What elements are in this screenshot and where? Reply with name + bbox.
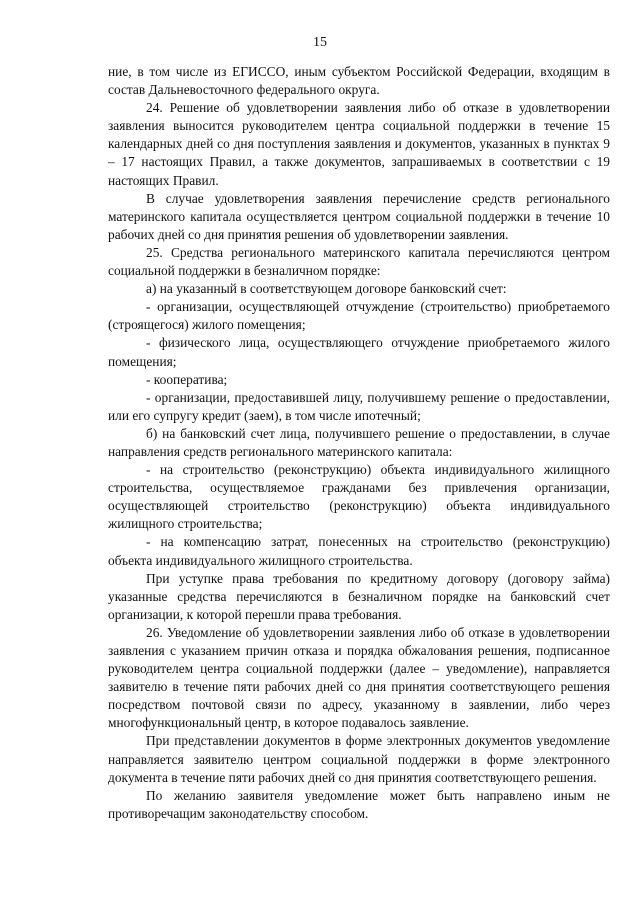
paragraph: При представлении документов в форме электронных документов уведомление направляется заявителю центром социальной поддержки в форме электронного документа в течение пяти рабочих дней со дня принятия соответствующего решения. <box>108 733 610 785</box>
paragraph-item-24: 24. Решение об удовлетворении заявления либо об отказе в удовлетворении заявления выносится руководителем центра социальной поддержки в течение 15 календарных дней со дня поступления заявления и документов, указанных в пунктах 9 – 17 настоящих Правил, а также документов, запрашиваемых в соответствии с 19 настоящих Правил. <box>108 100 610 188</box>
paragraph: По желанию заявителя уведомление может быть направлено иным не противоречащим законодательству способом. <box>108 787 610 821</box>
list-item: - на строительство (реконструкцию) объекта индивидуального жилищного строительства, осуществляемое гражданами без привлечения организации, осуществляющей строительство (реконструкцию) объекта индивидуального жилищного строительства; <box>108 462 610 532</box>
paragraph: В случае удовлетворения заявления перечисление средств регионального материнского капитала осуществляется центром социальной поддержки в течение 10 рабочих дней со дня принятия решения об удовлетворении заявления. <box>108 190 610 242</box>
document-body <box>108 63 610 823</box>
paragraph-continuation: ние, в том числе из ЕГИССО, иным субъектом Российской Федерации, входящим в состав Дальневосточного федерального округа. <box>108 64 610 98</box>
list-item: - на компенсацию затрат, понесенных на строительство (реконструкцию) объекта индивидуального жилищного строительства. <box>108 534 610 568</box>
list-item: - организации, осуществляющей отчуждение (строительство) приобретаемого (строящегося) жилого помещения; <box>108 299 610 333</box>
list-item: - физического лица, осуществляющего отчуждение приобретаемого жилого помещения; <box>108 335 610 369</box>
paragraph-subitem-a: а) на указанный в соответствующем договоре банковский счет: <box>146 281 507 297</box>
paragraph-item-26: 26. Уведомление об удовлетворении заявления либо об отказе в удовлетворении заявления с указанием причин отказа и порядка обжалования решения, подписанное руководителем центра социальной поддержки (далее – уведомление), направляется заявителю в течение пяти рабочих дней со дня принятия соответствующего решения посредством почтовой связи по адресу, указанному в заявлении, либо через многофункциональный центр, в которое подавалось заявление. <box>108 624 610 731</box>
list-item: - организации, предоставившей лицу, получившему решение о предоставлении, или его супругу кредит (заем), в том числе ипотечный; <box>108 389 610 423</box>
paragraph-item-25: 25. Средства регионального материнского капитала перечисляются центром социальной поддержки в безналичном порядке: <box>108 244 610 279</box>
page-number: 15 <box>313 35 327 50</box>
list-item: - кооператива; <box>146 371 228 387</box>
paragraph: При уступке права требования по кредитному договору (договору займа) указанные средства перечисляются в безналичном порядке на банковский счет организации, к которой перешли права требования. <box>108 570 610 622</box>
paragraph-subitem-b: б) на банковский счет лица, получившего решение о предоставлении, в случае направления средств регионального материнского капитала: <box>108 425 610 459</box>
